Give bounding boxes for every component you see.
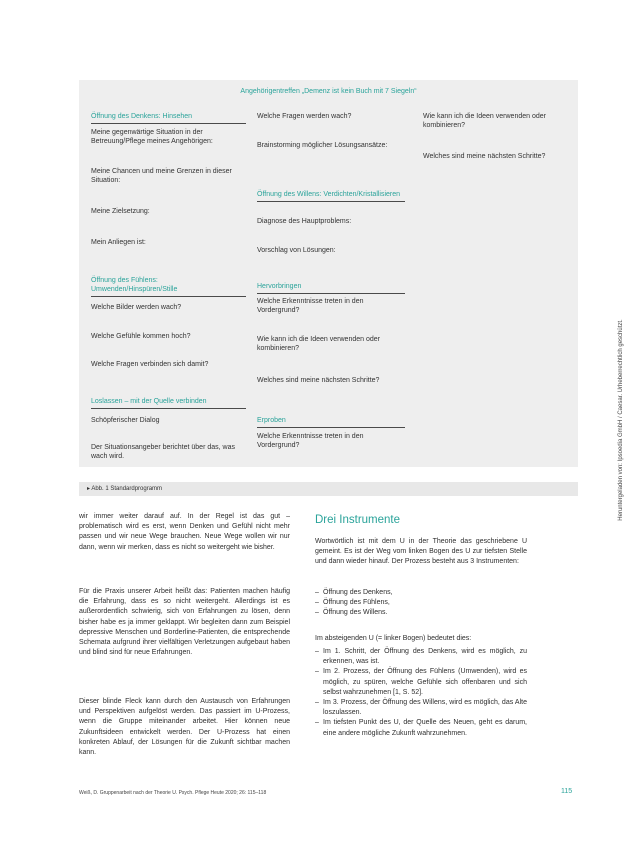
figure-box [79,80,578,467]
list-item: – Im tiefsten Punkt des U, der Quelle des Neuen, geht es darum, eine andere mögliche Zukunft wahrzunehmen. [315,718,527,738]
cell: Welche Erkenntnisse treten in den Vordergrund? [257,298,364,314]
section-head-feeling: Öffnung des Fühlens: Umwenden/Hinspüren/Stille [91,276,246,297]
section-head-bringing-forth: Hervorbringen [257,282,405,294]
list-item: – Öffnung des Denkens, [315,588,527,598]
cell: Wie kann ich die Ideen verwenden oder kombinieren? [423,113,546,129]
section-head-thinking: Öffnung des Denkens: Hinsehen [91,112,246,124]
figure-column-2 [257,110,405,460]
cell: Meine gegenwärtige Situation in der Betreuung/Pflege meines Angehörigen: [91,129,213,145]
list-item: – Öffnung des Fühlens, [315,598,527,608]
cell: Mein Anliegen ist: [91,239,146,246]
section-heading: Drei Instrumente [315,514,401,526]
figure-title: Angehörigentreffen „Demenz ist kein Buch mit 7 Siegeln“ [240,88,417,95]
figure-column-1 [91,110,246,460]
page-number: 115 [561,788,573,795]
cell: Welche Fragen werden wach? [257,113,352,120]
paragraph: Für die Praxis unserer Arbeit heißt das: Patienten machen häufig die Erfahrung, dass es so nicht weitergeht. Allerdings ist es außerordentlich schwierig, sich von Erfahrungen zu lösen, denn bisher habe es ja immer geklappt. Wir begleiten dann zum Beispiel depressive Menschen und Borderline-Patienten, die entsprechende Schemata aufgrund ihrer vielfältigen Verletzungen aufgebaut haben und blind sind für neue Erfahrungen. [79,588,290,657]
list-item: – Im 2. Prozess, der Öffnung des Fühlens (Umwenden), wird es möglich, zu spüren, welche Gefühle sich offenbaren und sich selbst wahrzunehmen [1, S. 52]. [315,667,527,698]
footer-citation: Weiß, D. Gruppenarbeit nach der Theorie U. Psych. Pflege Heute 2020; 26: 115–118 [79,790,267,796]
cell: Welche Fragen verbinden sich damit? [91,361,209,368]
section-head-letting-go: Loslassen – mit der Quelle verbinden [91,397,246,409]
cell: Meine Chancen und meine Grenzen in dieser Situation: [91,168,232,184]
cell: Wie kann ich die Ideen verwenden oder kombinieren? [257,336,380,352]
list-item: – Öffnung des Willens. [315,608,527,618]
cell: Diagnose des Hauptproblems: [257,218,352,225]
cell: Der Situationsangeber berichtet über das, was wach wird. [91,444,235,460]
section-head-testing: Erproben [257,416,405,428]
cell: Meine Zielsetzung: [91,208,150,215]
cell: Welche Bilder werden wach? [91,304,182,311]
cell: Welche Gefühle kommen hoch? [91,333,191,340]
cell: Welches sind meine nächsten Schritte? [423,153,546,160]
paragraph: wir immer weiter darauf auf. In der Regel ist das gut – problematisch wird es erst, wenn Denken und Gefühl nicht mehr passen und wir neue Wege brauchen. Neue Wege wollen wir nur dann, wenn wir merken, dass es nicht so weitergeht wie bisher. [79,513,290,551]
cell: Schöpferischer Dialog [91,417,160,424]
cell: Brainstorming möglicher Lösungsansätze: [257,142,388,149]
bullet-list [315,588,527,619]
bullet-list [315,647,527,739]
side-note: Heruntergeladen von: Ipsoedia GmbH / Caesar. Urheberrechtlich geschützt. [618,319,624,521]
figure-column-3 [423,110,567,460]
figure-caption: ▸ Abb. 1 Standardprogramm [79,482,578,496]
section-head-will: Öffnung des Willens: Verdichten/Kristallisieren [257,190,405,202]
list-item: – Im 3. Prozess, der Öffnung des Willens, wird es möglich, das Alte loszulassen. [315,698,527,718]
paragraph: Dieser blinde Fleck kann durch den Austausch von Erfahrungen und Perspektiven aufgelöst werden. Das passiert im U-Prozess, wenn die Gruppe miteinander arbeitet. Hier können neue Zukunftsideen entwickelt werden. Der U-Prozess hat einen konkreten Ablauf, der Lösungen für die Zukunft sichtbar machen kann. [79,698,290,757]
paragraph: Im absteigenden U (= linker Bogen) bedeutet dies: [315,635,472,642]
cell: Welches sind meine nächsten Schritte? [257,377,380,384]
cell: Welche Erkenntnisse treten in den Vordergrund? [257,433,364,449]
paragraph: Wortwörtlich ist mit dem U in der Theorie das geschriebene U gemeint. Es ist der Weg vom linken Bogen des U zur tiefsten Stelle und dann wieder hinauf. Der Prozess besteht aus 3 Instrumenten: [315,538,527,566]
list-item: – Im 1. Schritt, der Öffnung des Denkens, wird es möglich, zu erkennen, was ist. [315,647,527,667]
cell: Vorschlag von Lösungen: [257,247,336,254]
